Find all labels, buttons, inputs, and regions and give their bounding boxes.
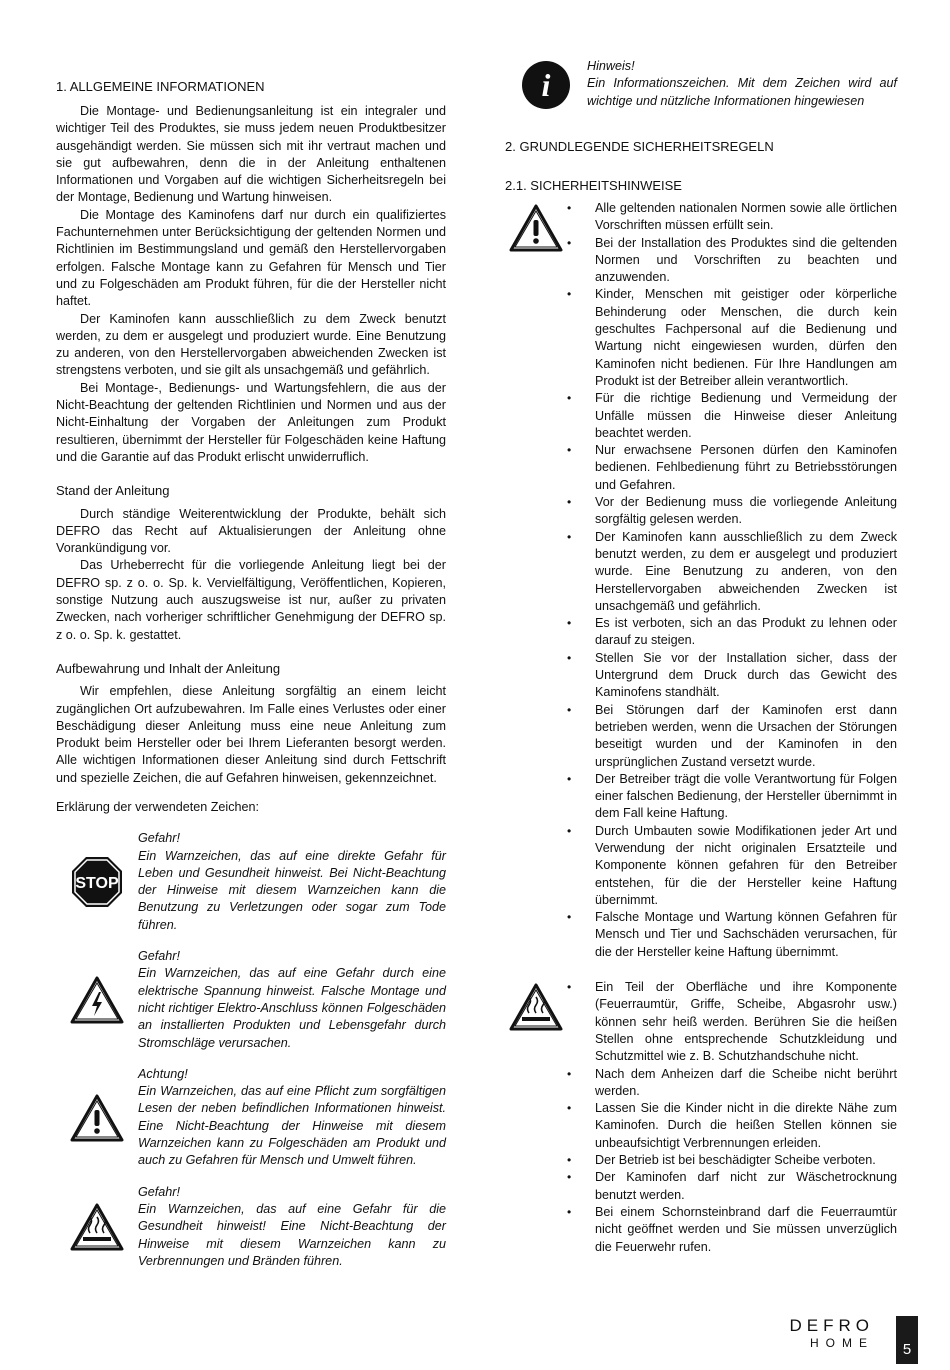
sign-text: Ein Warnzeichen, das auf eine direkte Gefahr für Leben und Gesundheit hinweist. Bei Nicht-Beachtung der Hinweise mit diesem Warnzeichen kann die Benutzung zu Verletzungen oder sogar zum Tode führen. [138, 848, 446, 932]
sign-text: Ein Warnzeichen, das auf eine Pflicht zum sorgfältigen Lesen der neben befindlichen Informationen hinweist. Eine Nicht-Beachtung der Hinweise mit diesem Warnzeichen kann zu Folgeschäden am Produkt und auch zu Gefahren für Mensch und Umwelt führen. [138, 1084, 446, 1168]
list-item: • Bei einem Schornsteinbrand darf die Feuerraumtür nicht geöffnet werden und Sie müssen unverzüglich die Feuerwehr rufen. [567, 1204, 897, 1256]
sign-text: Ein Warnzeichen, das auf eine Gefahr durch eine elektrische Spannung hinweist. Falsche Montage und nicht richtiger Elektro-Anschluss können Folgeschäden an installierten Produkten und Lebensgefahr durch Stromschläge verursachen. [138, 966, 446, 1050]
hinweis-title: Hinweis! [587, 59, 635, 73]
sign-title: Achtung! [138, 1066, 188, 1081]
list-item: • Vor der Bedienung muss die vorliegende Anleitung sorgfältig gelesen werden. [567, 494, 897, 529]
paragraph: Das Urheberrecht für die vorliegende Anleitung liegt bei der DEFRO sp. z o. o. Sp. k. Vervielfältigung, Veröffentlichen, Kopieren, sonstige Nutzung auch auszugsweise ist nur, außer zu privaten Zwecken, nach vorheriger schriftlicher Genehmigung der DEFRO sp. z o. o. Sp. k. gestattet. [56, 558, 446, 642]
safety-list [567, 200, 897, 961]
sign-entry [56, 948, 446, 1052]
safety-group-general [505, 200, 897, 961]
list-item: • Bei der Installation des Produktes sind die geltenden Normen und Vorschriften zu beachten und anzuwenden. [567, 235, 897, 287]
sign-title: Gefahr! [138, 1184, 180, 1199]
paragraph: Bei Montage-, Bedienungs- und Wartungsfehlern, die aus der Nicht-Beachtung der geltenden Richtlinien und Normen und aus der Nicht-Einhaltung der Vorgaben der Anleitungen zum Produkt resultieren, übernimmt der Hersteller für Folgeschäden keine Haftung und die Garantie auf das Produkt erlischt unwiderruflich. [56, 380, 446, 464]
list-item: • Der Betreiber trägt die volle Verantwortung für Folgen einer falschen Bedienung, der Hersteller übernimmt in dem Fall keine Haftung. [567, 771, 897, 823]
warning-exclamation-icon [56, 1066, 138, 1170]
list-item: • Der Betrieb ist bei beschädigter Scheibe verboten. [567, 1152, 897, 1169]
list-item: • Lassen Sie die Kinder nicht in die direkte Nähe zum Kaminofen. Durch die heißen Stellen können sie unbeaufsichtigt Verbrennungen erleiden. [567, 1100, 897, 1152]
list-item: • Ein Teil der Oberfläche und ihre Komponente (Feuerraumtür, Griffe, Scheibe, Abgasrohr usw.) können sehr heiß werden. Berühren Sie die heißen Stellen ohne entsprechende Schutzkleidung und Schutzmittel wie z. B. Schutzhandschuhe nicht. [567, 979, 897, 1065]
right-column [505, 58, 897, 1274]
paragraph: Wir empfehlen, diese Anleitung sorgfältig an einem leicht zugänglichen Ort aufzubewahren. Im Falle eines Verlustes oder einer Beschädigung dieser Anleitung muss eine neue Anleitung zum Produkt beim Hersteller oder bei Ihrem Lieferanten besorgt werden. Alle wichtigen Informationen dieser Anleitung sind durch Fettschrift und spezielle Zeichen, die auf Gefahren hinweisen, gekennzeichnet. [56, 684, 446, 785]
electric-hazard-icon [56, 948, 138, 1052]
list-item: • Durch Umbauten sowie Modifikationen jeder Art und Verwendung der nicht originalen Ersatzteile und Komponente können gefahren für den Betreiber entstehen, für die der Hersteller keine Haftung übernimmt. [567, 823, 897, 909]
list-item: • Nur erwachsene Personen dürfen den Kaminofen bedienen. Fehlbedienung führt zu Betriebsstörungen und Gefahren. [567, 442, 897, 494]
sign-title: Gefahr! [138, 949, 180, 964]
list-item: • Nach dem Anheizen darf die Scheibe nicht berührt werden. [567, 1066, 897, 1101]
signs-intro: Erklärung der verwendeten Zeichen: [56, 799, 260, 814]
list-item: • Alle geltenden nationalen Normen sowie alle örtlichen Vorschriften müssen erfüllt sein. [567, 200, 897, 235]
list-item: • Für die richtige Bedienung und Vermeidung der Unfälle müssen die Hinweise dieser Anleitung beachtet werden. [567, 390, 897, 442]
defro-home-logo [696, 1316, 876, 1350]
safety-group-hot [505, 979, 897, 1256]
section-2-heading: 2. GRUNDLEGENDE SICHERHEITSREGELN [505, 139, 774, 154]
section-1-heading: 1. ALLGEMEINE INFORMATIONEN [56, 79, 265, 94]
stop-sign-icon [56, 830, 138, 934]
sign-text: Ein Warnzeichen, das auf eine Gefahr für die Gesundheit hinweist! Eine Nicht-Beachtung der Hinweise mit diesem Warnzeichen kann zu Verbrennungen und Bränden führen. [138, 1201, 446, 1268]
aufbewahrung-heading: Aufbewahrung und Inhalt der Anleitung [56, 660, 281, 676]
paragraph: Durch ständige Weiterentwicklung der Produkte, behält sich DEFRO das Recht auf Aktualisierungen der Anleitung ohne Vorankündigung vor. [56, 506, 446, 556]
paragraph: Die Montage des Kaminofens darf nur durch ein qualifiziertes Fachunternehmen unter Berücksichtigung der geltenden Normen und Richtlinien im Bestimmungsland und gemäß den Herstellervorgaben erfolgen. Falsche Montage kann zu Gefahren für Mensch und Tier und zu Folgeschäden am Produkt führen, für die der Hersteller nicht haftet. [56, 207, 446, 309]
list-item: • Kinder, Menschen mit geistiger oder körperliche Behinderung oder Menschen, die durch kein geschultes Fachpersonal auf die Bedienung und Wartung nicht eingewiesen wurden, dürfen den Kaminofen nicht bedienen. Für Ihre Handlungen am Produkt ist der Betreiber allein verantwortlich. [567, 286, 897, 390]
paragraph: Der Kaminofen kann ausschließlich zu dem Zweck benutzt werden, zu dem er ausgelegt und produziert wurde. Eine Benutzung zu anderen, von den Herstellervorgaben abweichenden Zwecken ist strengstens verboten, und sie gilt als unsachgemäß und gefährlich. [56, 311, 446, 378]
stand-heading: Stand der Anleitung [56, 483, 170, 499]
logo-bottom-text: HOME [810, 1336, 874, 1350]
sign-entry [56, 830, 446, 934]
safety-list [567, 979, 897, 1256]
left-column [56, 58, 446, 1270]
logo-top-text: DEFRO [789, 1316, 874, 1335]
svg-text:STOP: STOP [75, 875, 119, 893]
warning-exclamation-icon [505, 200, 567, 961]
list-item: • Stellen Sie vor der Installation sicher, dass der Untergrund dem Druck durch das Gewicht des Kaminofens standhält. [567, 650, 897, 702]
section-2-1-heading: 2.1. SICHERHEITSHINWEISE [505, 178, 682, 193]
list-item: • Es ist verboten, sich an das Produkt zu lehnen oder darauf zu steigen. [567, 615, 897, 650]
svg-text:i: i [541, 67, 551, 103]
list-item: • Der Kaminofen kann ausschließlich zu dem Zweck benutzt werden, zu dem er ausgelegt und produziert wurde. Eine Benutzung zu anderen, von den Herstellervorgaben abweichenden Zwecken ist unsachgemäß und gefährlich. [567, 529, 897, 615]
sign-entry [56, 1066, 446, 1170]
sign-title: Gefahr! [138, 831, 180, 846]
list-item: • Der Kaminofen darf nicht zur Wäschetrocknung benutzt werden. [567, 1169, 897, 1204]
page-number: 5 [896, 1316, 918, 1364]
hinweis-text: Ein Informationszeichen. Mit dem Zeichen wird auf wichtige und nützliche Informationen hingewiesen [587, 76, 897, 108]
list-item: • Bei Störungen darf der Kaminofen erst dann betrieben werden, wenn die Ursachen der Störungen beseitigt wurden und der Kaminofen in den ursprünglichen Zustand versetzt wurde. [567, 702, 897, 771]
sign-entry [56, 1184, 446, 1270]
list-item: • Falsche Montage und Wartung können Gefahren für Mensch und Tier und Sachschäden verursachen, für die der Hersteller keine Haftung übernimmt. [567, 909, 897, 961]
hinweis-entry [505, 58, 897, 110]
info-icon [505, 58, 587, 110]
hot-surface-icon [505, 979, 567, 1256]
paragraph: Die Montage- und Bedienungsanleitung ist ein integraler und wichtiger Teil des Produktes, sie muss jedem neuen Produktbesitzer ausgehändigt werden. Sie müssen sich mit ihr vertraut machen und sie gut aufbewahren, denn die in der Anleitung enthaltenen Informationen und Vorgaben auf die wichtigen Sicherheitsregeln bei der Montage, Bedienung und Wartung hinweisen. [56, 104, 446, 205]
hot-surface-icon [56, 1184, 138, 1270]
